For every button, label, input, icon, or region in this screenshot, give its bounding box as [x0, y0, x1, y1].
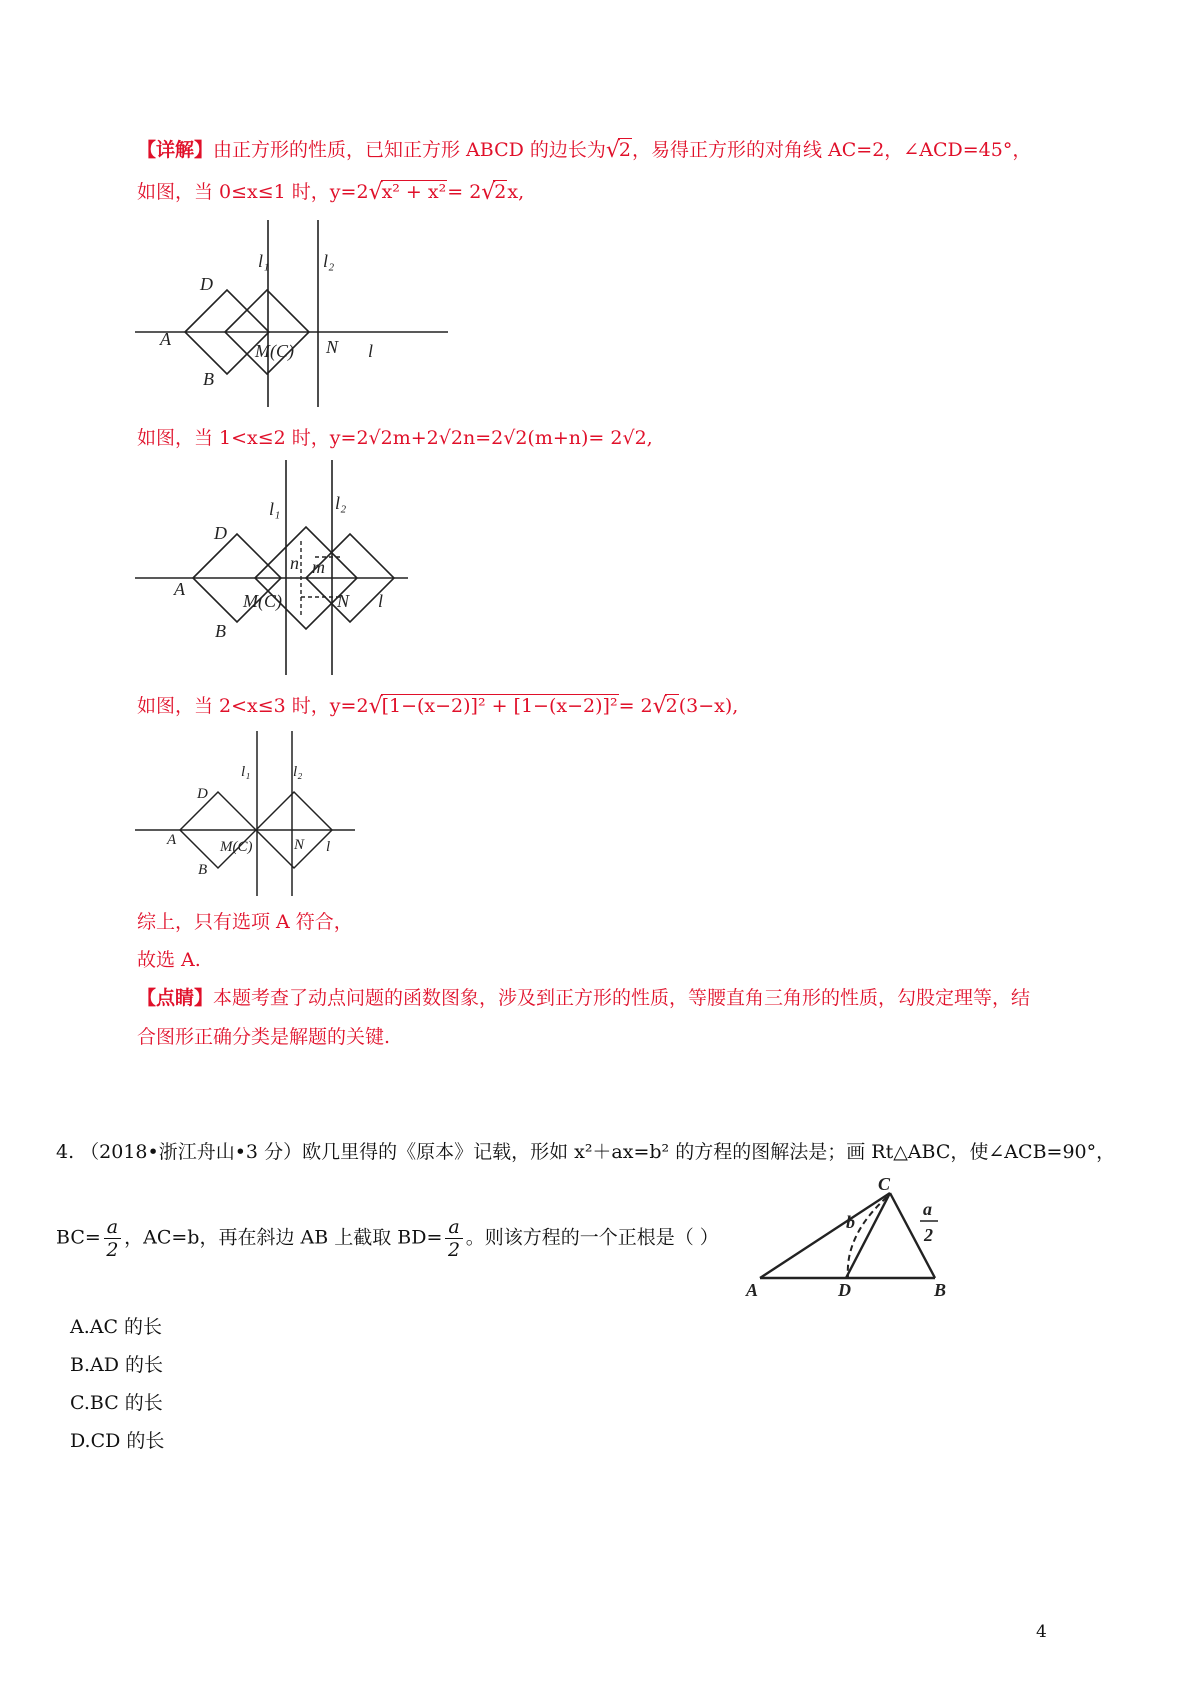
fig1-label-b: B — [203, 369, 214, 389]
figure-3 — [130, 728, 365, 898]
fig2-label-b: B — [215, 621, 226, 641]
tri-label-c: C — [878, 1175, 891, 1194]
detail-line4-b: = 2 — [618, 695, 653, 717]
tri-label-b-side: b — [846, 1212, 855, 1232]
comment-text-1: 本题考查了动点问题的函数图象，涉及到正方形的性质，等腰直角三角形的性质，勾股定理等，结 — [213, 987, 1031, 1009]
detail-line2-b: = 2 — [447, 181, 482, 203]
fig1-label-l1: l₁ — [258, 251, 270, 271]
fig1-label-mc: M(C) — [255, 341, 294, 361]
fig3-label-n: N — [294, 837, 305, 853]
figure-1 — [130, 215, 460, 410]
fig2-label-mc: M(C) — [243, 591, 282, 611]
fig1-label-n: N — [326, 337, 339, 357]
comment-tag: 【点睛】 — [137, 987, 214, 1009]
sqrt-two-2: √ 2 — [481, 180, 507, 205]
fig3-label-l1: l₁ — [241, 764, 251, 780]
detail-line1-b: ，易得正方形的对角线 AC=2，∠ACD=45°， — [632, 139, 1032, 161]
detail-line-4 — [137, 692, 738, 720]
fig1-label-d: D — [200, 274, 213, 294]
fig2-label-n: N — [337, 591, 350, 611]
fig1-label-a: A — [160, 329, 171, 349]
fig2-label-l: l — [378, 591, 384, 611]
comment-line-2: 合图形正确分类是解题的关键. — [137, 1026, 391, 1048]
detail-line4-a: 如图，当 2<x≤3 时，y=2 — [137, 695, 369, 717]
tri-label-a-side: a — [923, 1199, 932, 1219]
option-a[interactable]: A.AC 的长 — [70, 1316, 163, 1338]
fig2-label-l2: l₂ — [335, 493, 347, 513]
option-d[interactable]: D.CD 的长 — [70, 1430, 165, 1452]
figure-2 — [130, 457, 420, 677]
fig1-label-l2: l₂ — [323, 251, 335, 271]
fig3-label-mc: M(C) — [220, 839, 253, 855]
fig1-label-l: l — [368, 341, 374, 361]
sqrt-expr-2: √ [1−(x−2)]² + [1−(x−2)]² — [368, 694, 618, 719]
q4-tail: 。则该方程的一个正根是（ ） — [465, 1226, 719, 1249]
triangle-figure — [740, 1175, 970, 1300]
detail-line-1 — [137, 136, 1031, 164]
detail-line-2 — [137, 178, 524, 206]
frac-a-over-2-b: $\frac{a}{2}$ — [445, 1216, 462, 1261]
fig2-label-n-small: n — [290, 553, 299, 573]
fig3-label-l: l — [326, 839, 331, 855]
q4-bc-label: BC= — [56, 1226, 101, 1249]
detail-line2-a: 如图，当 0≤x≤1 时，y=2 — [137, 181, 369, 203]
tri-label-a: A — [746, 1280, 759, 1300]
detail-line-3: 如图，当 1<x≤2 时，y=2√2m+2√2n=2√2(m+n)= 2√2, — [137, 427, 653, 449]
fig3-label-l2: l₂ — [293, 764, 303, 780]
detail-choose: 故选 A. — [137, 949, 201, 971]
detail-tag: 【详解】 — [137, 139, 214, 161]
detail-line4-c: (3−x), — [678, 695, 739, 717]
detail-line2-c: x, — [507, 181, 525, 203]
tri-label-d: D — [838, 1280, 851, 1300]
option-b[interactable]: B.AD 的长 — [70, 1354, 163, 1376]
q4-line-2 — [56, 1216, 719, 1261]
option-c[interactable]: C.BC 的长 — [70, 1392, 163, 1414]
tri-label-two: 2 — [924, 1225, 933, 1245]
tri-label-b: B — [934, 1280, 947, 1300]
page-number: 4 — [1036, 1622, 1047, 1642]
fig2-label-m-small: m — [312, 557, 325, 577]
detail-line1-a: 由正方形的性质，已知正方形 ABCD 的边长为 — [213, 139, 606, 161]
fig2-label-a: A — [174, 579, 185, 599]
fig3-label-a: A — [167, 832, 177, 848]
detail-summary: 综上，只有选项 A 符合， — [137, 911, 353, 933]
frac-a-over-2: $\frac{a}{2}$ — [104, 1216, 121, 1261]
comment-line-1 — [137, 984, 1030, 1012]
sqrt-two-3: √ 2 — [652, 694, 678, 719]
q4-line-1: 4. （2018•浙江舟山•3 分）欧几里得的《原本》记载，形如 x²＋ax=b² 的方程的图解法是；画 Rt△ABC，使∠ACB=90°， — [56, 1141, 1116, 1163]
fig2-label-d: D — [214, 523, 227, 543]
fig3-label-d: D — [197, 786, 208, 802]
q4-mid: ，AC=b，再在斜边 AB 上截取 BD= — [124, 1226, 443, 1249]
sqrt-expr-1: √ x² + x² — [368, 180, 447, 205]
fig2-label-l1: l₁ — [269, 499, 281, 519]
fig3-label-b: B — [198, 862, 208, 878]
sqrt-two: √ 2 — [605, 138, 631, 163]
